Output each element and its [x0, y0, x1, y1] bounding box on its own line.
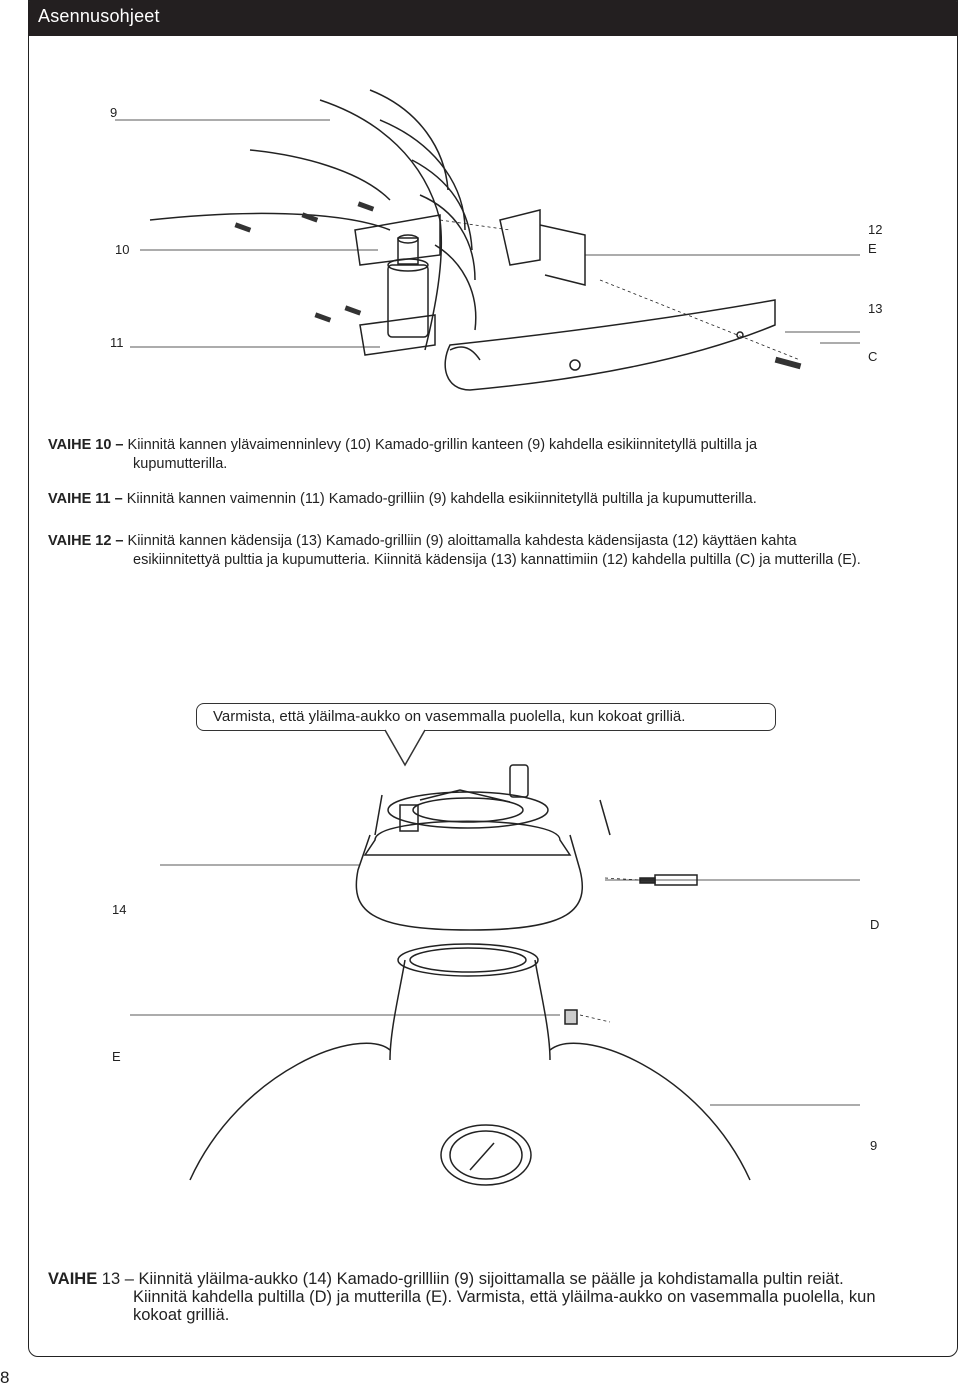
- step-11: [48, 490, 908, 509]
- part-label-9: 9: [110, 105, 118, 120]
- step-10-line2: kupumutterilla.: [133, 456, 228, 472]
- step-12-line2: esikiinnitettyä pulttia ja kupumutteria. Kiinnitä kädensija (13) kannattimiin (12) kahdella pultilla (C) ja mutterilla (E).: [133, 552, 861, 568]
- step-10: [48, 436, 908, 474]
- page-number: 8: [0, 1368, 10, 1387]
- part-label-10: 10: [115, 242, 130, 257]
- step-13-line2: Kiinnitä kahdella pultilla (D) ja mutterilla (E). Varmista, että yläilma-aukko on vasemmalla puolella, kun: [133, 1288, 876, 1306]
- header-bar: [28, 0, 958, 36]
- part-label-13: 13: [868, 301, 883, 316]
- step-11-line1: Kiinnitä kannen vaimennin (11) Kamado-grilliin (9) kahdella esikiinnitetyllä pultilla ja kupumutterilla.: [126, 491, 757, 507]
- step-10-line1: Kiinnitä kannen ylävaimenninlevy (10) Kamado-grillin kanteen (9) kahdella esikiinnitetyllä pultilla ja: [127, 437, 758, 453]
- step-12-line1: Kiinnitä kannen kädensija (13) Kamado-grilliin (9) aloittamalla kahdesta kädensijasta (12) käyttäen kahta: [127, 533, 797, 549]
- part-label-c: C: [868, 349, 878, 364]
- step-13-number: 13 –: [101, 1270, 134, 1288]
- step-13: [48, 1270, 908, 1324]
- step-13-line3: kokoat grilliä.: [133, 1306, 230, 1324]
- step-13-line1: Kiinnitä yläilma-aukko (14) Kamado-grillliin (9) sijoittamalla se päälle ja kohdistamalla pultin reiät.: [138, 1270, 844, 1288]
- callout-note: [196, 703, 776, 731]
- step-12-title: VAIHE 12 –: [48, 533, 124, 549]
- top-vent-diagram: [100, 760, 880, 1240]
- header-title: Asennusohjeet: [38, 6, 160, 26]
- part-label-e2: E: [112, 1049, 121, 1064]
- part-label-12: 12: [868, 222, 883, 237]
- callout-text: Varmista, että yläilma-aukko on vasemmalla puolella, kun kokoat grilliä.: [213, 708, 686, 725]
- step-13-title: VAIHE: [48, 1270, 98, 1288]
- part-label-14: 14: [112, 902, 127, 917]
- part-label-e: E: [868, 241, 877, 256]
- step-10-title: VAIHE 10 –: [48, 437, 124, 453]
- damper-handle-diagram: [40, 60, 940, 410]
- part-label-9b: 9: [870, 1138, 878, 1153]
- step-11-title: VAIHE 11 –: [48, 491, 123, 507]
- step-12: [48, 532, 908, 570]
- part-label-11: 11: [110, 335, 124, 350]
- part-label-d: D: [870, 917, 880, 932]
